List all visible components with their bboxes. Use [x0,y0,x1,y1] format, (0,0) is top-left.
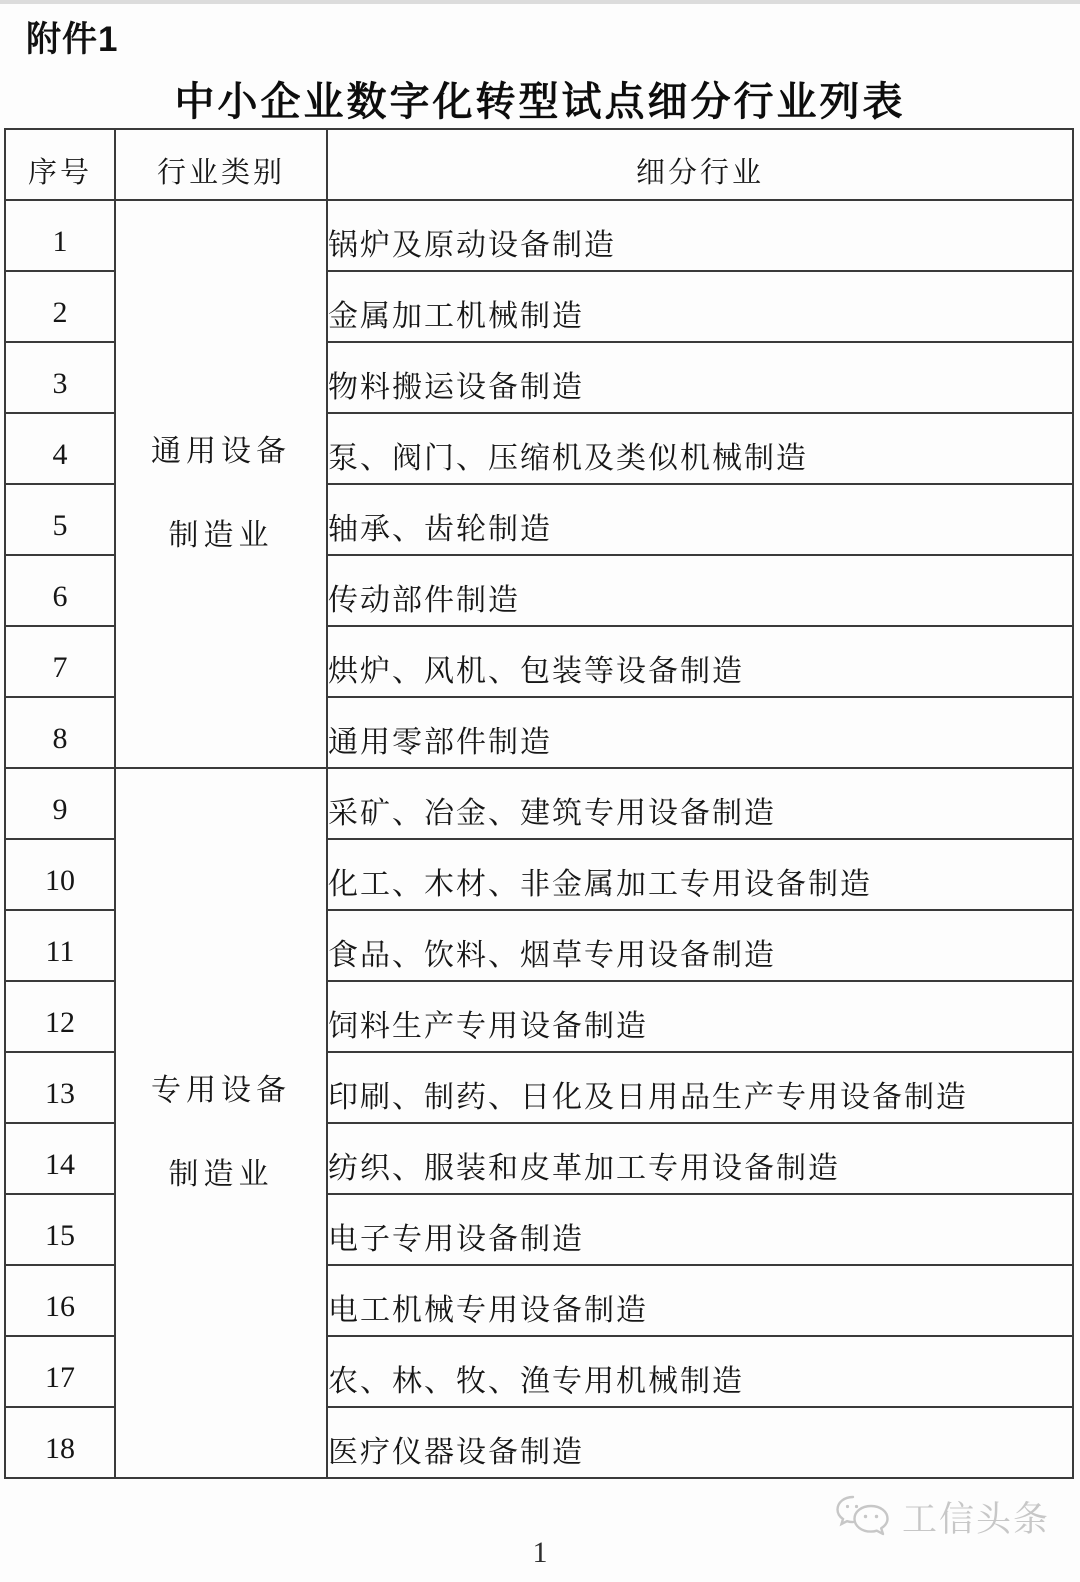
table-row [5,200,1073,271]
row-no: 15 [5,1194,115,1265]
row-no: 13 [5,1052,115,1123]
row-industry: 纺织、服装和皮革加工专用设备制造 [327,1123,1073,1194]
category-line-2: 制造业 [168,519,274,552]
category-cell-special-equipment [115,768,327,1478]
category-line-1: 专用设备 [151,1074,291,1107]
scan-artifact-top-edge [0,0,1080,4]
row-industry: 金属加工机械制造 [327,271,1073,342]
row-industry: 通用零部件制造 [327,697,1073,768]
row-industry: 传动部件制造 [327,555,1073,626]
row-no: 3 [5,342,115,413]
row-no: 14 [5,1123,115,1194]
header-no: 序号 [5,129,115,200]
watermark-label: 工信头条 [901,1500,1050,1539]
wechat-bubbles-icon [834,1493,892,1541]
row-no: 16 [5,1265,115,1336]
row-industry: 农、林、牧、渔专用机械制造 [327,1336,1073,1407]
row-industry: 印刷、制药、日化及日用品生产专用设备制造 [327,1052,1073,1123]
row-no: 9 [5,768,115,839]
row-no: 17 [5,1336,115,1407]
row-industry: 电子专用设备制造 [327,1194,1073,1265]
row-industry: 电工机械专用设备制造 [327,1265,1073,1336]
row-industry: 采矿、冶金、建筑专用设备制造 [327,768,1073,839]
row-industry: 烘炉、风机、包装等设备制造 [327,626,1073,697]
row-no: 10 [5,839,115,910]
category-line-2: 制造业 [168,1158,274,1191]
row-no: 11 [5,910,115,981]
row-industry: 物料搬运设备制造 [327,342,1073,413]
row-industry: 医疗仪器设备制造 [327,1407,1073,1478]
header-category: 行业类别 [115,129,327,200]
page-title: 中小企业数字化转型试点细分行业列表 [174,80,906,124]
row-no: 7 [5,626,115,697]
row-no: 2 [5,271,115,342]
row-industry: 泵、阀门、压缩机及类似机械制造 [327,413,1073,484]
industry-table [4,128,1074,1479]
row-industry: 食品、饮料、烟草专用设备制造 [327,910,1073,981]
page-number: 1 [532,1536,548,1569]
table-row [5,768,1073,839]
row-no: 8 [5,697,115,768]
row-no: 6 [5,555,115,626]
category-line-1: 通用设备 [151,435,291,468]
row-industry: 锅炉及原动设备制造 [327,200,1073,271]
row-no: 18 [5,1407,115,1478]
row-industry: 饲料生产专用设备制造 [327,981,1073,1052]
row-no: 12 [5,981,115,1052]
table-header-row [5,129,1073,200]
row-industry: 轴承、齿轮制造 [327,484,1073,555]
row-no: 4 [5,413,115,484]
category-cell-general-equipment [115,200,327,768]
row-no: 1 [5,200,115,271]
row-industry: 化工、木材、非金属加工专用设备制造 [327,839,1073,910]
row-no: 5 [5,484,115,555]
attachment-label: 附件1 [26,20,119,59]
header-industry: 细分行业 [327,129,1073,200]
watermark [834,1492,1050,1542]
